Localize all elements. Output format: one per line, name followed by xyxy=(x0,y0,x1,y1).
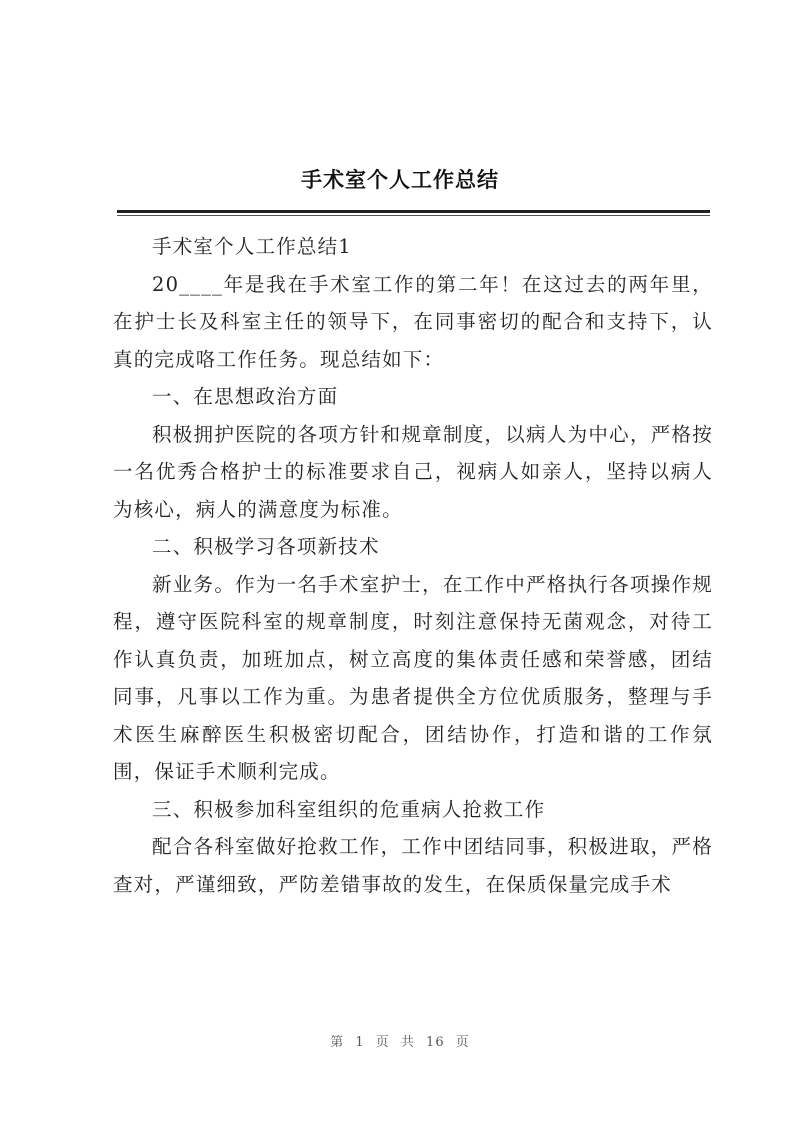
title-divider-thick xyxy=(117,210,710,213)
paragraph: 20____年是我在手术室工作的第二年！在这过去的两年里，在护士长及科室主任的领导下，在同事密切的配合和支持下，认真的完成咯工作任务。现总结如下： xyxy=(113,272,713,371)
section-heading: 手术室个人工作总结1 xyxy=(152,235,352,258)
paragraph: 配合各科室做好抢救工作，工作中团结同事，积极进取，严格查对，严谨细致，严防差错事故的发生，在保质保量完成手术 xyxy=(113,835,713,896)
section-heading: 三、积极参加科室组织的危重病人抢救工作 xyxy=(152,797,546,821)
section-heading: 二、积极学习各项新技术 xyxy=(152,535,380,558)
paragraph: 新业务。作为一名手术室护士，在工作中严格执行各项操作规程，遵守医院科室的规章制度，时刻注意保持无菌观念，对待工作认真负责，加班加点，树立高度的集体责任感和荣誉感，团结同事，凡事以工作为重。为患者提供全方位优质服务，整理与手术医生麻醉医生积极密切配合，团结协作，打造和谐的工作氛围，保证手术顺利完成。 xyxy=(113,572,713,783)
document-title: 手术室个人工作总结 xyxy=(301,168,499,192)
page-footer: 第 1 页 共 16 页 xyxy=(330,1035,470,1050)
section-heading: 一、在思想政治方面 xyxy=(152,385,339,408)
document-body xyxy=(113,228,713,903)
paragraph: 积极拥护医院的各项方针和规章制度，以病人为中心，严格按一名优秀合格护士的标准要求自己，视病人如亲人，坚持以病人为核心，病人的满意度为标准。 xyxy=(113,422,713,521)
title-divider-thin xyxy=(117,215,710,216)
